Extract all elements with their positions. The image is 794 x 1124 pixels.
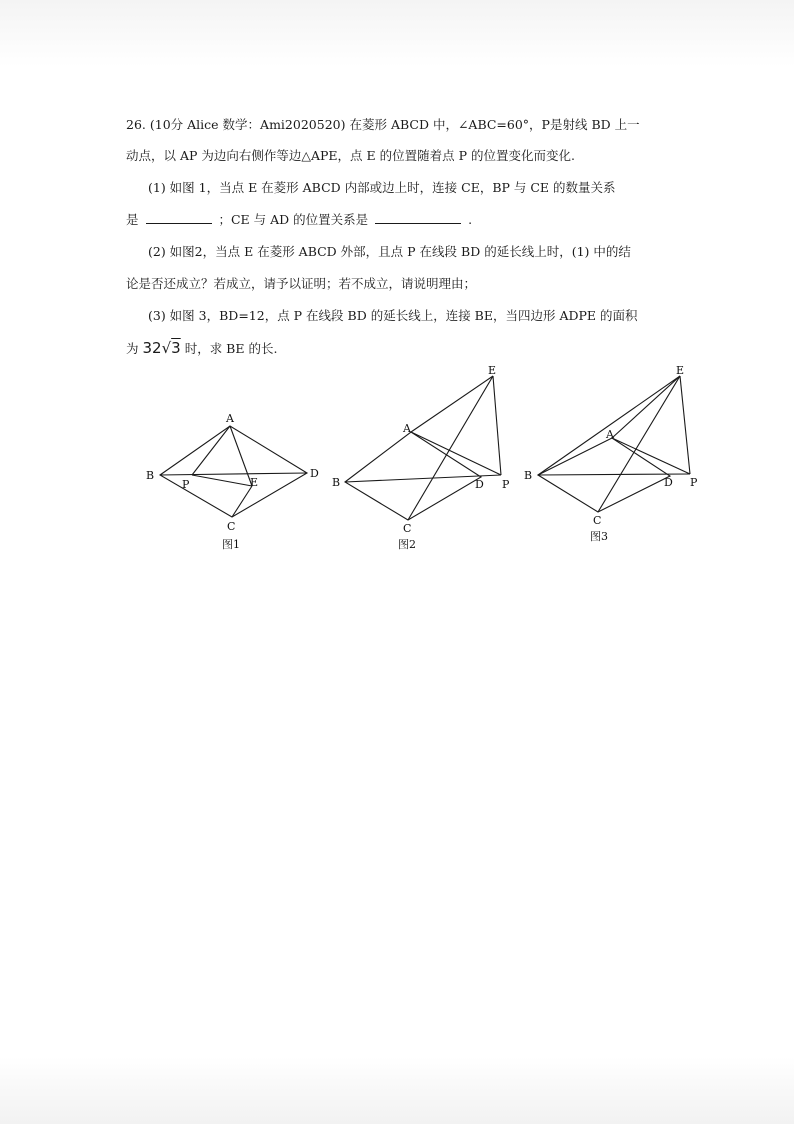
area-coefficient: 32 bbox=[142, 339, 162, 357]
figures-row bbox=[140, 362, 710, 552]
figure-1-drawing bbox=[160, 426, 307, 517]
fig2-label-p: P bbox=[502, 478, 510, 491]
answer-blank-1[interactable] bbox=[146, 212, 212, 224]
fig1-label-e: E bbox=[250, 476, 259, 489]
area-radicand: 3 bbox=[171, 339, 181, 357]
question-3-line1: (3) 如图 3，BD=12，点 P 在线段 BD 的延长线上，连接 BE，当四边形 ADPE 的面积 bbox=[148, 308, 638, 323]
fig3-segment-ae bbox=[612, 376, 680, 438]
fig3-diagonal-bp bbox=[538, 474, 690, 475]
fig2-label-b: B bbox=[332, 476, 341, 489]
question-1-blanks bbox=[126, 212, 472, 228]
problem-number: 26. bbox=[126, 117, 146, 132]
fig2-label-e: E bbox=[488, 364, 497, 377]
problem-header-line bbox=[126, 117, 640, 133]
fig1-caption: 图1 bbox=[222, 538, 240, 551]
fig3-label-d: D bbox=[664, 476, 673, 489]
fig2-label-a: A bbox=[403, 422, 411, 435]
problem-source: Alice 数学：Ami2020520) bbox=[187, 117, 346, 132]
fig2-segment-ae bbox=[411, 376, 493, 432]
fig3-label-e: E bbox=[676, 364, 685, 377]
fig3-label-b: B bbox=[524, 469, 533, 482]
fig1-label-c: C bbox=[227, 520, 236, 533]
question-1-text-b: ；CE 与 AD 的位置关系是 bbox=[218, 212, 369, 227]
problem-statement-start: 在菱形 ABCD 中，∠ABC=60°，P是射线 BD 上一 bbox=[349, 117, 640, 132]
fig3-segment-ep bbox=[680, 376, 690, 474]
figure-2-drawing bbox=[345, 376, 501, 520]
fig1-segment-pe bbox=[192, 475, 252, 486]
fig1-diagonal-bd bbox=[160, 473, 307, 475]
sqrt-icon: √ bbox=[161, 339, 172, 357]
problem-statement-line2: 动点，以 AP 为边向右侧作等边△APE，点 E 的位置随着点 P 的位置变化而变化. bbox=[126, 148, 575, 163]
figure-3-drawing bbox=[538, 376, 690, 512]
question-3-suffix: 时，求 BE 的长. bbox=[184, 341, 278, 356]
question-2-line2: 论是否还成立？若成立，请予以证明；若不成立，请说明理由； bbox=[126, 276, 477, 291]
fig1-segment-ap bbox=[192, 426, 230, 475]
geometry-figures bbox=[140, 362, 710, 552]
fig1-segment-ce bbox=[232, 486, 252, 517]
fig1-rhombus bbox=[160, 426, 307, 517]
problem-score: (10分 bbox=[149, 117, 184, 132]
fig3-label-a: A bbox=[606, 428, 614, 441]
answer-blank-2[interactable] bbox=[375, 212, 461, 224]
fig2-segment-ep bbox=[493, 376, 501, 475]
question-3-prefix: 为 bbox=[126, 341, 139, 356]
fig3-label-p: P bbox=[690, 476, 698, 489]
fig2-label-d: D bbox=[475, 478, 484, 491]
fig1-label-p: P bbox=[182, 478, 190, 491]
fig2-caption: 图2 bbox=[398, 538, 416, 551]
question-1-intro: (1) 如图 1，当点 E 在菱形 ABCD 内部或边上时，连接 CE，BP 与 CE 的数量关系 bbox=[148, 180, 616, 195]
fig1-label-a: A bbox=[226, 412, 234, 425]
fig1-label-b: B bbox=[146, 469, 155, 482]
fig3-label-c: C bbox=[593, 514, 602, 527]
fig1-label-d: D bbox=[310, 467, 319, 480]
fig3-caption: 图3 bbox=[590, 530, 608, 543]
fig2-label-c: C bbox=[403, 522, 412, 535]
question-1-end: . bbox=[468, 212, 473, 227]
fig2-segment-ce bbox=[408, 376, 493, 520]
question-1-text-a: 是 bbox=[126, 212, 139, 227]
question-2-line1: (2) 如图2，当点 E 在菱形 ABCD 外部，且点 P 在线段 BD 的延长线上时，(1) 中的结 bbox=[148, 244, 631, 259]
question-3-line2 bbox=[126, 340, 277, 357]
fig2-rhombus bbox=[345, 432, 481, 520]
fig1-segment-ae bbox=[230, 426, 252, 486]
